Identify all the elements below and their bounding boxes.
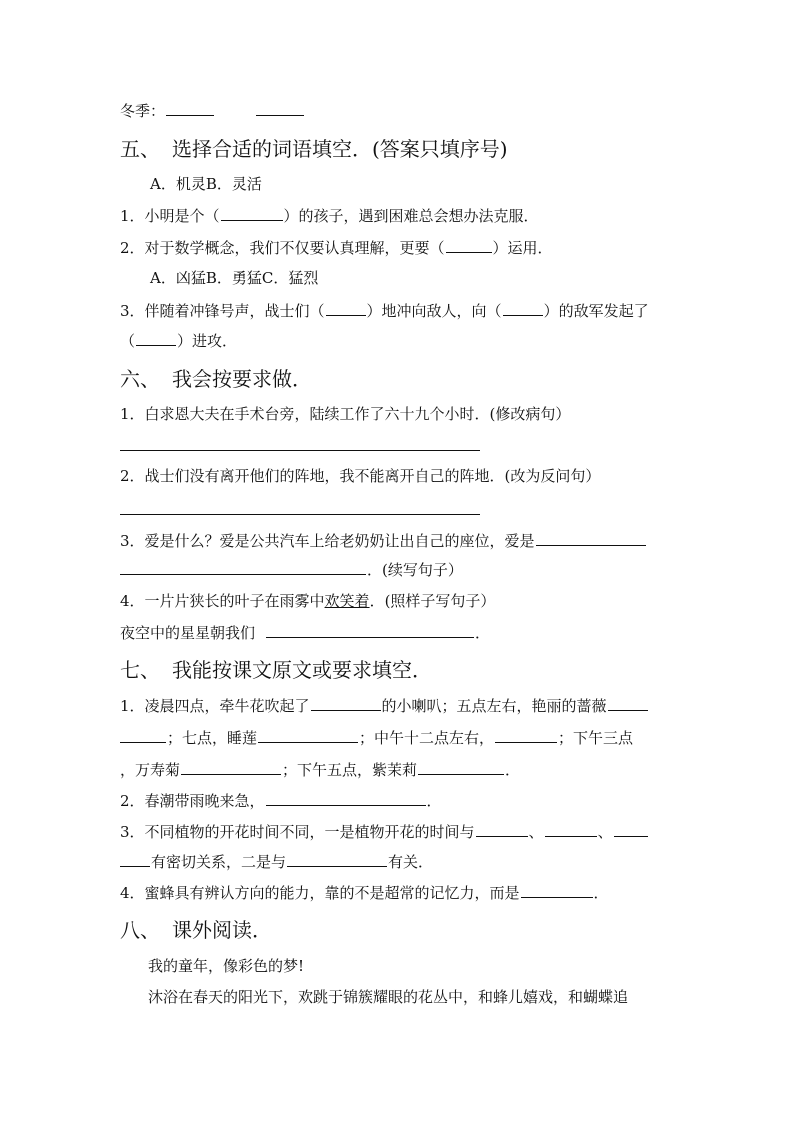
blank [545, 821, 597, 837]
reading-paragraph-2: 沐浴在春天的阳光下，欢跳于锦簇耀眼的花丛中，和蜂儿嬉戏，和蝴蝶追 [148, 988, 629, 1006]
answer-line [120, 514, 480, 515]
section-7-heading [120, 657, 432, 683]
s6-question-3-cont: ．(续写句子） [120, 559, 463, 580]
options-1: A．机灵B．灵活 [150, 175, 262, 193]
blank [503, 300, 543, 316]
section-number: 五、 [120, 137, 160, 161]
blank [136, 330, 176, 346]
blank [495, 727, 557, 743]
reading-paragraph-1: 我的童年，像彩色的梦! [148, 957, 305, 975]
blank [418, 759, 504, 775]
s7-question-1-cont: ；七点，睡莲 ；中午十二点左右， ；下午三点 [120, 727, 633, 748]
blank [326, 300, 366, 316]
blank [476, 821, 528, 837]
winter-label: 冬季： [120, 102, 166, 120]
s7-question-2: 2．春潮带雨晚来急， ． [120, 792, 442, 810]
section-number: 六、 [120, 367, 160, 391]
blank [256, 100, 304, 116]
s7-question-1: 1．凌晨四点，牵牛花吹起了 的小喇叭；五点左右，艳丽的蔷薇 [120, 695, 649, 716]
s6-question-2: 2．战士们没有离开他们的阵地，我不能离开自己的阵地．(改为反问句） [120, 467, 601, 485]
answer-line [120, 450, 480, 451]
s7-question-4: 4．蜜蜂具有辨认方向的能力，靠的不是超常的记忆力，而是 ． [120, 884, 609, 902]
blank [166, 100, 214, 116]
s6-question-3: 3．爱是什么？爱是公共汽车上给老奶奶让出自己的座位，爱是 [120, 530, 647, 551]
section-6-heading [120, 366, 312, 392]
section-title: 我能按课文原文或要求填空． [172, 658, 432, 682]
blank [266, 622, 474, 638]
s5-question-1: 1．小明是个（ ）的孩子，遇到困难总会想办法克服． [120, 207, 539, 225]
s6-question-1: 1．白求恩大夫在手术台旁，陆续工作了六十九个小时．(修改病句） [120, 405, 571, 423]
underlined-example: 欢笑着 [324, 592, 370, 610]
section-number: 七、 [120, 658, 160, 682]
s7-question-3: 3．不同植物的开花时间不同，一是植物开花的时间与 、 、 [120, 821, 649, 842]
s7-question-3-cont: 有密切关系，二是与 有关． [120, 851, 433, 872]
s6-question-4: 4．一片片狭长的叶子在雨雾中欢笑着．(照样子写句子） [120, 592, 496, 610]
s5-question-3-cont: （ ）进攻． [120, 332, 238, 350]
s6-question-4-cont: 夜空中的星星朝我们 ． [120, 624, 491, 642]
blank [521, 882, 593, 898]
blank [287, 851, 387, 867]
options-2: A．凶猛B．勇猛C．猛烈 [150, 269, 319, 287]
s5-question-3: 3．伴随着冲锋号声，战士们（ ）地冲向敌人，向（ ）的敌军发起了 [120, 302, 649, 320]
blank [120, 559, 366, 575]
section-8-heading [120, 917, 272, 943]
blank [266, 790, 426, 806]
blank [258, 727, 358, 743]
winter-line [120, 100, 305, 121]
section-title: 选择合适的词语填空．(答案只填序号) [172, 137, 508, 161]
blank [311, 695, 381, 711]
blank [446, 237, 492, 253]
blank [181, 759, 281, 775]
section-5-heading [120, 136, 508, 162]
s5-question-2: 2．对于数学概念，我们不仅要认真理解，更要（ ）运用． [120, 239, 553, 257]
blank [120, 851, 150, 867]
section-title: 我会按要求做． [172, 367, 312, 391]
section-title: 课外阅读． [172, 918, 272, 942]
blank [614, 821, 648, 837]
blank [120, 727, 166, 743]
blank [221, 205, 283, 221]
blank [536, 530, 646, 546]
blank [608, 695, 648, 711]
section-number: 八、 [120, 918, 160, 942]
s7-question-1-cont2: ，万寿菊 ；下午五点，紫茉莉 ． [120, 761, 521, 779]
